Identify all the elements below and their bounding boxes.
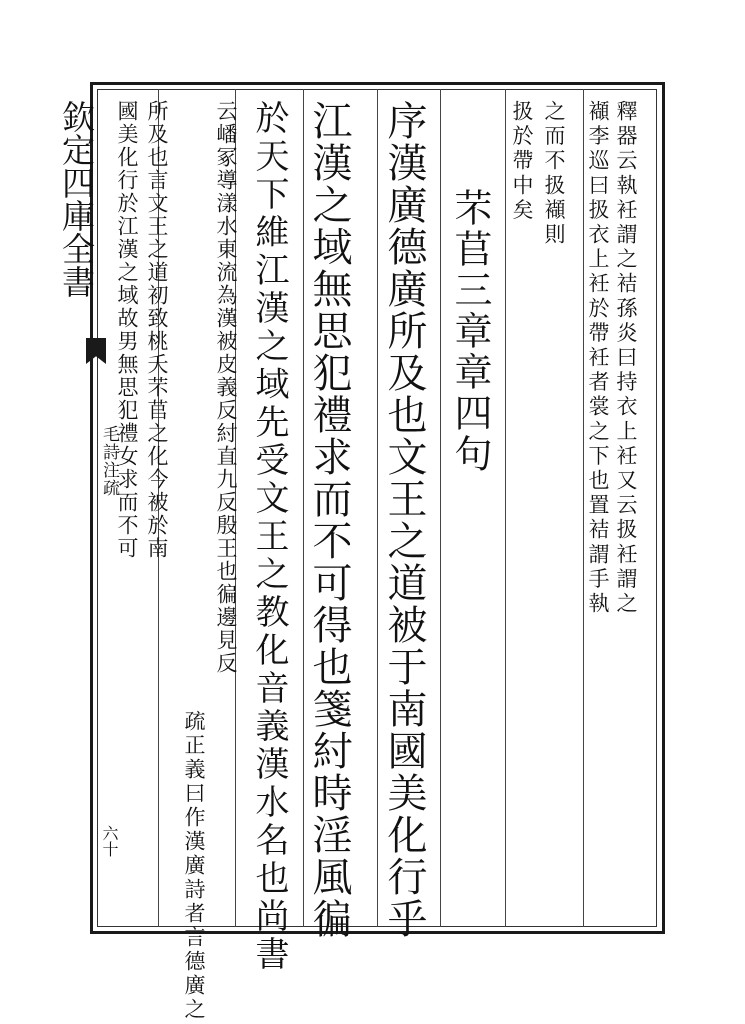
column-rule (440, 89, 441, 927)
text-column: 所及也言文王之道初致桃夭芣苢之化今被於南 (145, 100, 169, 560)
chapter-heading: 芣苢三章章四句 (448, 188, 492, 475)
text-column: 云嶓冢導漾水東流為漢被皮義反紂直九反殷王也徧邊見反 (214, 100, 238, 675)
column-rule (303, 89, 304, 927)
text-column: 序漢廣德廣所及也文王之道被于南國美化行乎 (381, 100, 427, 940)
text-column: 疏正義曰作漢廣詩者言德廣之 (182, 710, 206, 1022)
section-title: 毛詩注疏 (99, 425, 119, 497)
text-column: 襭李巡曰扱衣上衽於帶衽者裳之下也置袺謂手執 (586, 100, 610, 617)
text-column: 之而不扱襭則 (542, 100, 566, 248)
column-rule (377, 89, 378, 927)
column-rule (583, 89, 584, 927)
text-column: 扱於帶中矣 (510, 100, 534, 223)
text-column: 國美化行於江漢之域故男無思犯禮女求而不可 (115, 100, 139, 560)
text-column: 釋器云執衽謂之袺孫炎曰持衣上衽又云扱衽謂之 (614, 100, 638, 617)
text-column: 江漢之域無思犯禮求而不可得也箋紂時淫風徧 (306, 100, 352, 940)
book-title: 欽定四庫全書 (57, 100, 96, 298)
page-number: 六十 (100, 825, 119, 857)
column-rule (505, 89, 506, 927)
text-column: 於天下維江漢之域先受文王之教化音義漢水名也尚書 (249, 100, 289, 974)
